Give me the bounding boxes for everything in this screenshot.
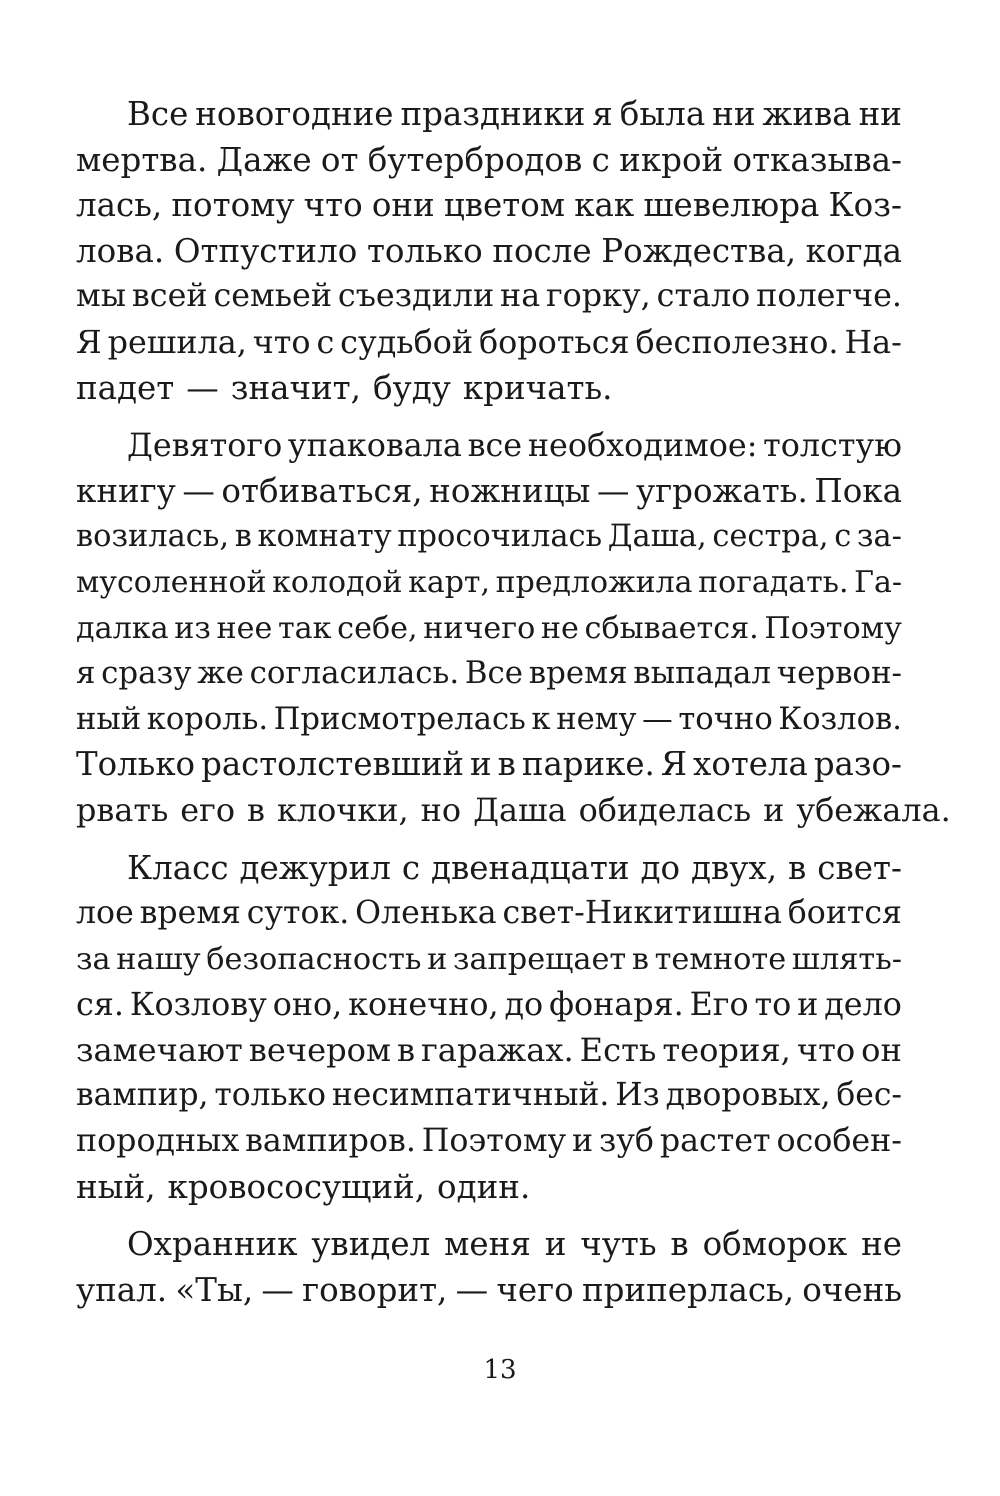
text-line: ный, кровососущий, один. <box>76 1167 531 1206</box>
text-line: лое время суток. Оленька свет-Никитишна боится <box>76 895 902 932</box>
text-line: лова. Отпустило только после Рождества, когда <box>76 231 902 270</box>
text-line: породных вампиров. Поэтому и зуб растет особен- <box>76 1123 902 1160</box>
text-line: мусоленной колодой карт, предложила погадать. Га- <box>76 564 902 600</box>
text-line: рвать его в клочки, но Даша обиделась и убежала. <box>76 790 951 829</box>
paragraph <box>76 423 951 833</box>
text-line: ный король. Присмотрелась к нему — точно Козлов. <box>76 701 902 737</box>
book-page-text <box>76 92 951 1325</box>
text-line: падет — значит, буду кричать. <box>76 368 613 407</box>
text-line: Охранник увидел меня и чуть в обморок не <box>127 1225 902 1264</box>
text-line: возилась, в комнату просочилась Даша, сестра, с за- <box>76 519 902 555</box>
text-line: Я решила, что с судьбой бороться бесполезно. На- <box>76 322 902 361</box>
text-line: вампир, только несимпатичный. Из дворовых, бес- <box>76 1077 902 1114</box>
text-line: далка из нее так себе, ничего не сбывается. Поэтому <box>76 610 902 646</box>
text-line: мертва. Даже от бутербродов с икрой отказыва- <box>76 140 902 179</box>
text-line: мы всей семьей съездили на горку, стало полегче. <box>76 278 902 315</box>
text-line: книгу — отбиваться, ножницы — угрожать. Пока <box>76 471 902 510</box>
text-line: Только растолстевший и в парике. Я хотела разо- <box>76 745 902 784</box>
text-line: за нашу безопасность и запрещает в темноте шлять- <box>76 941 902 977</box>
page-number: 13 <box>483 1355 517 1385</box>
paragraph <box>76 846 902 1211</box>
text-line: ся. Козлову оно, конечно, до фонаря. Его то и дело <box>76 986 902 1024</box>
text-line: замечают вечером в гаражах. Есть теория, что он <box>76 1030 902 1069</box>
paragraph <box>76 92 902 411</box>
text-line: Класс дежурил с двенадцати до двух, в свет- <box>127 848 902 887</box>
text-line: Все новогодние праздники я была ни жива ни <box>127 95 902 133</box>
text-line: лась, потому что они цветом как шевелюра Коз- <box>76 186 902 225</box>
text-line: Девятого упаковала все необходимое: толстую <box>127 426 902 465</box>
text-line: упал. «Ты, — говорит, — чего приперлась, очень <box>76 1270 902 1309</box>
text-line: я сразу же согласилась. Все время выпадал червон- <box>76 655 902 692</box>
paragraph <box>76 1222 902 1313</box>
